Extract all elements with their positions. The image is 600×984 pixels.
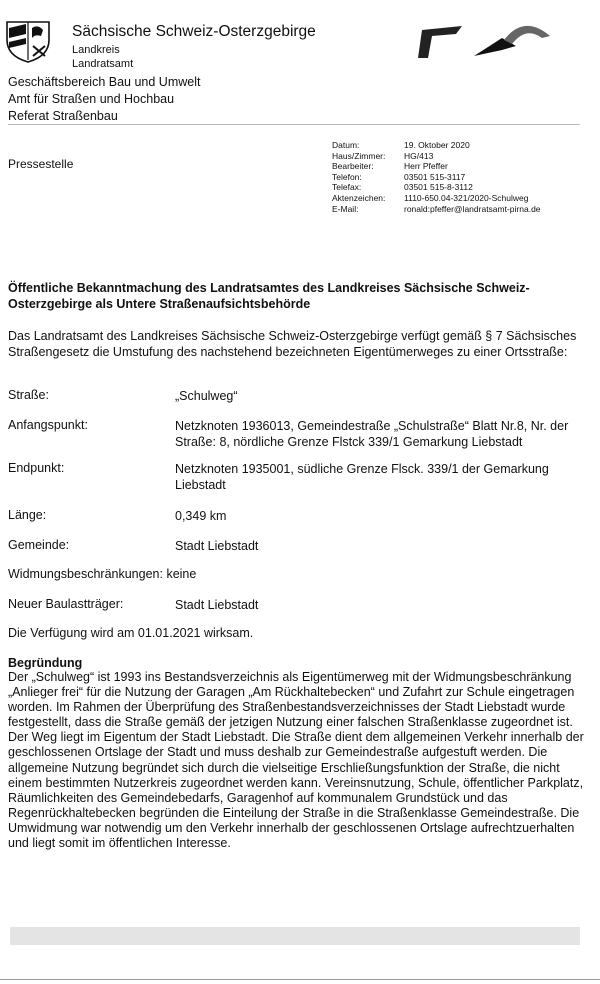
sender-label: Pressestelle <box>8 157 74 171</box>
meta-label: Aktenzeichen: <box>332 192 386 203</box>
org-subtitle-line-2: Landratsamt <box>72 58 134 70</box>
department-line: Geschäftsbereich Bau und Umwelt <box>8 75 201 89</box>
meta-row <box>332 193 541 204</box>
field-value-anfangspunkt: Netzknoten 1936013, Gemeindestraße „Schulstraße“ Blatt Nr.8, Nr. der Straße: 8, nördliche Grenze Flstck 339/1 Gemarkung Liebstadt <box>175 419 569 449</box>
document-meta <box>332 140 541 214</box>
field-label-baulasttraeger: Neuer Baulastträger: <box>8 597 124 611</box>
field-label-laenge: Länge: <box>8 508 47 522</box>
header-divider <box>8 124 580 125</box>
field-label-gemeinde: Gemeinde: <box>8 538 70 552</box>
meta-row <box>332 204 541 215</box>
notice-intro: Das Landratsamt des Landkreises Sächsische Schweiz-Osterzgebirge verfügt gemäß § 7 Sächsisches Straßengesetz die Umstufung des nachstehend bezeichneten Eigentümerweges zu einer Ortsstraße: <box>8 329 577 359</box>
landkreis-logo-icon <box>416 16 551 60</box>
county-coat-of-arms-icon <box>5 20 51 64</box>
org-subtitle-line-1: Landkreis <box>72 44 120 56</box>
notice-heading: Öffentliche Bekanntmachung des Landratsamtes des Landkreises Sächsische Schweiz-Osterzgebirge als Untere Straßenaufsichtsbehörde <box>8 281 530 311</box>
meta-label: Bearbeiter: <box>332 161 374 172</box>
org-subtitle <box>72 43 133 71</box>
meta-row <box>332 172 541 183</box>
reason-heading: Begründung <box>8 656 83 670</box>
meta-row <box>332 161 541 172</box>
field-label-strasse: Straße: <box>8 388 49 402</box>
department-line: Referat Straßenbau <box>8 109 118 123</box>
field-label-anfangspunkt: Anfangspunkt: <box>8 418 88 432</box>
meta-label: Haus/Zimmer: <box>332 150 386 161</box>
field-value-widmung: keine <box>166 567 197 581</box>
footer-band <box>10 927 580 945</box>
meta-row <box>332 140 541 151</box>
field-value-laenge: 0,349 km <box>175 509 227 523</box>
meta-label: Telefax: <box>332 182 362 193</box>
department-block <box>8 74 200 125</box>
department-line: Amt für Straßen und Hochbau <box>8 92 175 106</box>
meta-value: 1110-650.04-321/2020-Schulweg <box>404 192 529 203</box>
meta-value: 03501 515-8-3112 <box>404 182 473 193</box>
field-row-widmung <box>8 567 196 581</box>
field-label-widmung: Widmungsbeschränkungen: <box>8 567 163 581</box>
meta-value: 03501 515-3117 <box>404 171 466 182</box>
meta-row <box>332 182 541 193</box>
page-edge <box>0 979 600 980</box>
meta-label: Datum: <box>332 140 360 150</box>
meta-email[interactable]: ronald:pfeffer@landratsamt-pirna.de <box>404 203 541 214</box>
reason-body: Der „Schulweg“ ist 1993 ins Bestandsverzeichnis als Eigentümerweg mit der Widmungsbeschränkung „Anlieger frei“ für die Nutzung der Garagen „Am Rückhaltebecken“ und Zufahrt zur Schule eingetragen worden. Im Rahmen der Überprüfung des Straßenbestandsverzeichnisses der Stadt Liebstadt wurde festgestellt, dass die Straße gemäß der jetzigen Nutzung einer falschen Straßenklasse zugeordnet ist. Der Weg liegt im Eigentum der Stadt Liebstadt. Die Straße dient dem allgemeinen Verkehr innerhalb der geschlossenen Ortslage der Stadt und muss deshalb zur Gemeindestraße aufgestuft werden. Die allgemeine Nutzung begründet sich durch die vielseitige Erschließungsfunktion der Straße, die nicht einem bestimmten Nutzerkreis zugeordnet werden kann. Vereinsnutzung, Schule, öffentlicher Parkplatz, Räumlichkeiten des Gemeindebedarfs, Garagenhof auf kommunalem Grundstück und das Regenrückhaltebecken begründen die Einteilung der Straße in die Straßenklasse Gemeindestraße. Die Umwidmung war notwendig um den Verkehr innerhalb der geschlossenen Ortslage aufrechtzuerhalten und liegt somit im öffentlichen Interesse. <box>8 670 584 851</box>
meta-row <box>332 151 541 162</box>
meta-value: HG/413 <box>404 150 434 161</box>
field-value-endpunkt: Netzknoten 1935001, südliche Grenze Flsck. 339/1 der Gemarkung Liebstadt <box>175 462 549 492</box>
meta-label: Telefon: <box>332 171 362 182</box>
meta-value: 19. Oktober 2020 <box>404 140 470 150</box>
meta-label: E-Mail: <box>332 203 359 214</box>
org-title: Sächsische Schweiz-Osterzgebirge <box>72 23 316 40</box>
field-label-endpunkt: Endpunkt: <box>8 461 65 475</box>
effective-date-note: Die Verfügung wird am 01.01.2021 wirksam. <box>8 626 254 640</box>
field-value-strasse: „Schulweg“ <box>175 389 238 403</box>
meta-value: Herr Pfeffer <box>404 161 448 172</box>
field-value-baulasttraeger: Stadt Liebstadt <box>175 598 259 612</box>
field-value-gemeinde: Stadt Liebstadt <box>175 539 259 553</box>
